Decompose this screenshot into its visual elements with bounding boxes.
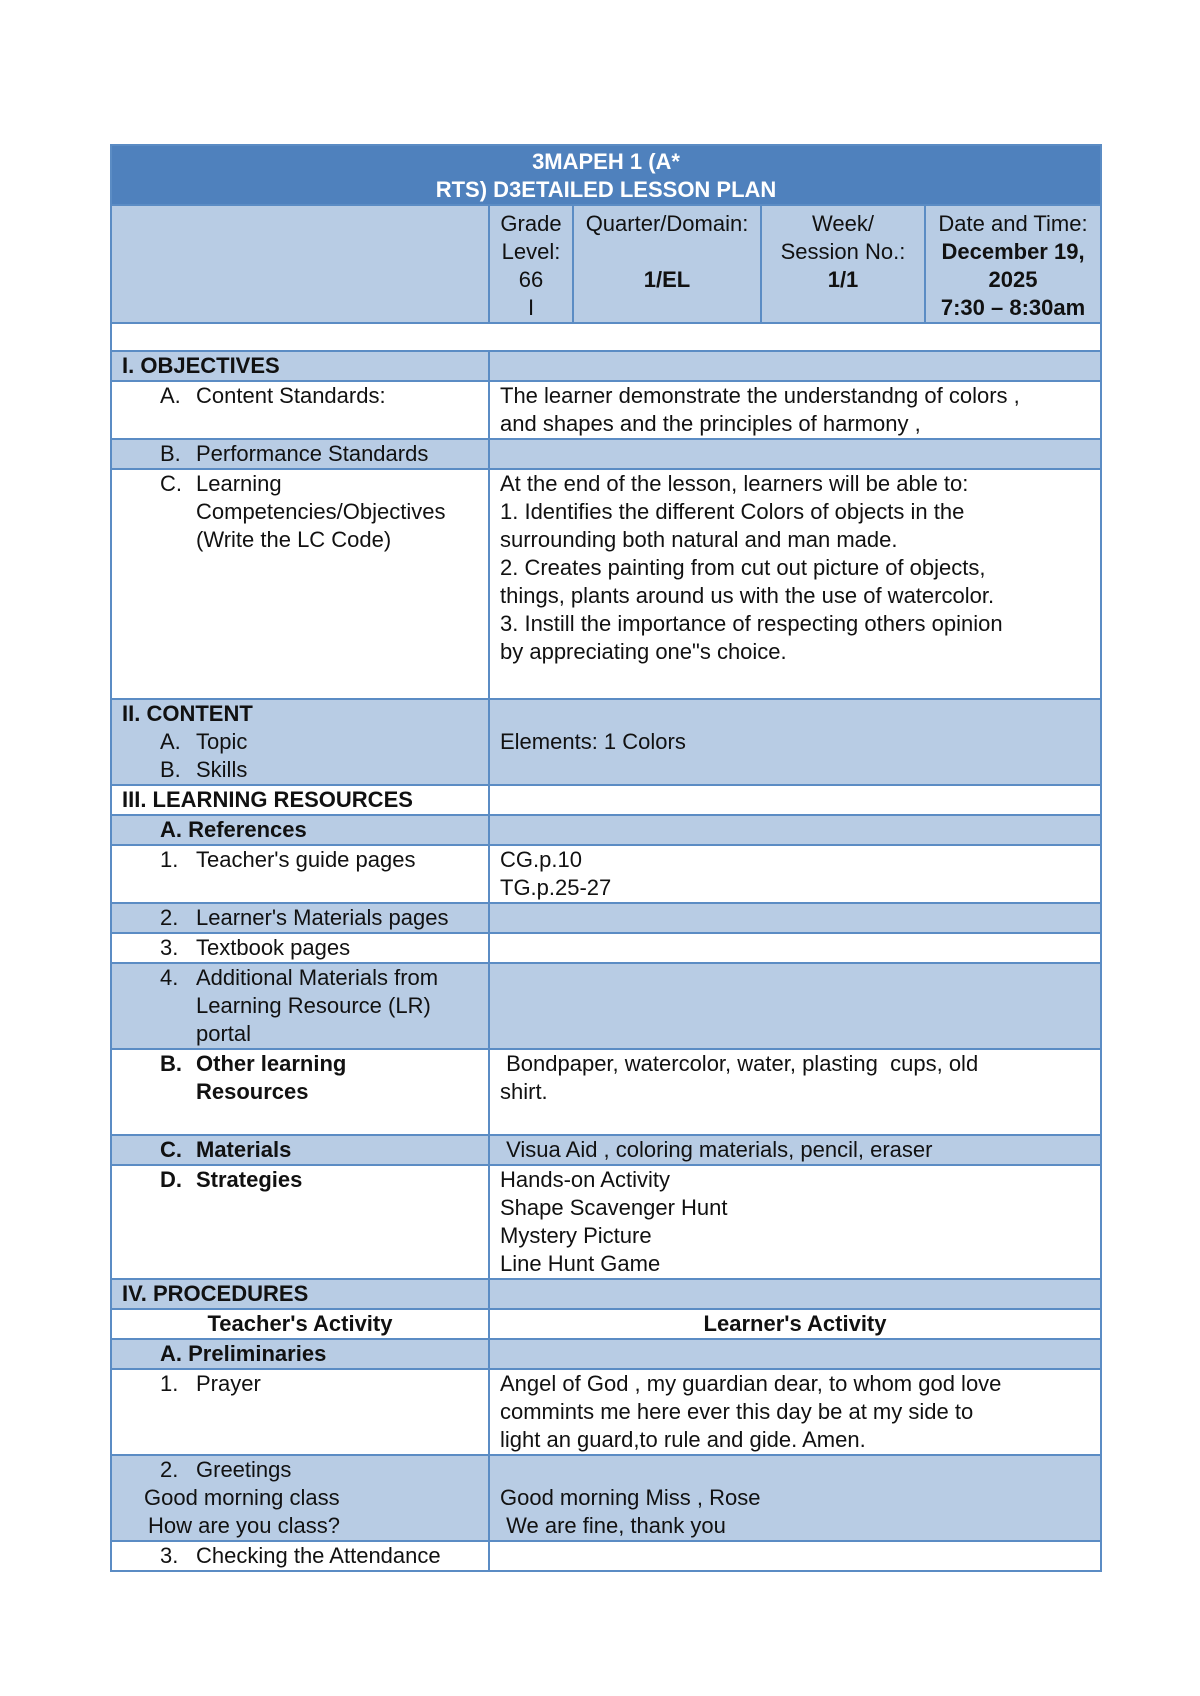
info-row bbox=[111, 205, 1101, 323]
prayer-num: 1. bbox=[160, 1371, 179, 1396]
week-value: 1/1 bbox=[827, 267, 859, 292]
additional-materials-row bbox=[111, 963, 1101, 1049]
references-heading: A. References bbox=[111, 815, 489, 845]
greetings-row bbox=[111, 1455, 1101, 1541]
grade-value-2: I bbox=[527, 295, 535, 320]
procedures-heading: IV. PROCEDURES bbox=[111, 1279, 489, 1309]
greetings-num: 2. bbox=[160, 1457, 179, 1482]
performance-standards-label: Performance Standards bbox=[196, 441, 429, 466]
content-standards-row bbox=[111, 381, 1101, 439]
lesson-plan-document bbox=[110, 144, 1100, 1572]
preliminaries-heading: A. Preliminaries bbox=[111, 1339, 489, 1369]
teachers-guide-value-2: TG.p.25-27 bbox=[500, 875, 612, 900]
additional-materials-label-1: Additional Materials from bbox=[196, 965, 439, 990]
objectives-heading-row bbox=[111, 351, 1101, 381]
skills-num: B. bbox=[160, 757, 181, 782]
strategy-item: Hands-on Activity bbox=[500, 1167, 670, 1192]
date-value-1: December 19, bbox=[941, 239, 1085, 264]
learning-competencies-label-1: Learning bbox=[196, 471, 282, 496]
strategy-item: Mystery Picture bbox=[500, 1223, 652, 1248]
title-row bbox=[111, 145, 1101, 205]
prayer-row bbox=[111, 1369, 1101, 1455]
greetings-teacher-2: How are you class? bbox=[148, 1513, 340, 1538]
prayer-line: Angel of God , my guardian dear, to whom god love bbox=[500, 1371, 1002, 1396]
content-heading: II. CONTENT bbox=[122, 701, 253, 726]
content-label-cell bbox=[111, 699, 489, 785]
content-standards-num: A. bbox=[160, 383, 181, 408]
content-standards-label-cell bbox=[111, 381, 489, 439]
attendance-num: 3. bbox=[160, 1543, 179, 1568]
resources-heading-row bbox=[111, 785, 1101, 815]
additional-materials-label-2: Learning Resource (LR) bbox=[196, 993, 431, 1018]
resources-heading: III. LEARNING RESOURCES bbox=[111, 785, 489, 815]
other-resources-value-1: Bondpaper, watercolor, water, plasting cups, old bbox=[500, 1051, 979, 1076]
teachers-guide-num: 1. bbox=[160, 847, 179, 872]
content-standards-value-1: The learner demonstrate the understandng of colors , bbox=[500, 383, 1020, 408]
objectives-heading: I. OBJECTIVES bbox=[111, 351, 489, 381]
learners-materials-num: 2. bbox=[160, 905, 179, 930]
other-resources-label-1: Other learning bbox=[196, 1051, 347, 1076]
greetings-label: Greetings bbox=[196, 1457, 292, 1482]
additional-materials-label-3: portal bbox=[196, 1021, 252, 1046]
content-row bbox=[111, 699, 1101, 785]
grade-level-cell bbox=[489, 205, 573, 323]
attendance-label: Checking the Attendance bbox=[196, 1543, 441, 1568]
textbook-pages-num: 3. bbox=[160, 935, 179, 960]
info-blank-cell bbox=[111, 205, 489, 323]
teachers-guide-row bbox=[111, 845, 1101, 903]
learning-competencies-row bbox=[111, 469, 1101, 699]
prayer-label: Prayer bbox=[196, 1371, 261, 1396]
title-line-1: 3MAPEH 1 (A* bbox=[532, 149, 680, 174]
materials-num: C. bbox=[160, 1137, 182, 1162]
document-title bbox=[111, 145, 1101, 205]
greetings-learner-1: Good morning Miss , Rose bbox=[500, 1485, 761, 1510]
other-resources-num: B. bbox=[160, 1051, 182, 1076]
performance-standards-row bbox=[111, 439, 1101, 469]
topic-num: A. bbox=[160, 729, 181, 754]
prayer-line: light an guard,to rule and gide. Amen. bbox=[500, 1427, 866, 1452]
learners-materials-row bbox=[111, 903, 1101, 933]
strategy-item: Line Hunt Game bbox=[500, 1251, 661, 1276]
competency-line: surrounding both natural and man made. bbox=[500, 527, 898, 552]
content-value-cell bbox=[489, 699, 1101, 785]
competency-line: At the end of the lesson, learners will be able to: bbox=[500, 471, 969, 496]
performance-standards-num: B. bbox=[160, 441, 181, 466]
date-label: Date and Time: bbox=[938, 211, 1088, 236]
activity-columns-row bbox=[111, 1309, 1101, 1339]
quarter-cell bbox=[573, 205, 761, 323]
textbook-pages-label: Textbook pages bbox=[196, 935, 351, 960]
strategy-item: Shape Scavenger Hunt bbox=[500, 1195, 728, 1220]
grade-value-1: 66 bbox=[518, 267, 544, 292]
greetings-teacher-1: Good morning class bbox=[144, 1485, 340, 1510]
competency-line: 3. Instill the importance of respecting others opinion bbox=[500, 611, 1003, 636]
topic-value: Elements: 1 Colors bbox=[500, 729, 686, 754]
week-label-2: Session No.: bbox=[780, 239, 906, 264]
strategies-num: D. bbox=[160, 1167, 182, 1192]
strategies-label: Strategies bbox=[196, 1167, 303, 1192]
quarter-label: Quarter/Domain: bbox=[585, 211, 749, 236]
attendance-row bbox=[111, 1541, 1101, 1571]
other-resources-label-2: Resources bbox=[196, 1079, 309, 1104]
other-resources-value-2: shirt. bbox=[500, 1079, 548, 1104]
spacer-row bbox=[111, 323, 1101, 351]
teachers-guide-value-1: CG.p.10 bbox=[500, 847, 582, 872]
learners-materials-label: Learner's Materials pages bbox=[196, 905, 449, 930]
learner-activity-header: Learner's Activity bbox=[489, 1309, 1101, 1339]
competency-line: 2. Creates painting from cut out picture of objects, bbox=[500, 555, 986, 580]
other-resources-row bbox=[111, 1049, 1101, 1135]
greetings-learner-2: We are fine, thank you bbox=[500, 1513, 726, 1538]
procedures-heading-row bbox=[111, 1279, 1101, 1309]
teacher-activity-header: Teacher's Activity bbox=[111, 1309, 489, 1339]
topic-label: Topic bbox=[196, 729, 248, 754]
teachers-guide-label: Teacher's guide pages bbox=[196, 847, 416, 872]
date-value-2: 2025 bbox=[988, 267, 1038, 292]
lesson-plan-table bbox=[110, 144, 1102, 1572]
references-heading-row bbox=[111, 815, 1101, 845]
learning-competencies-label-3: (Write the LC Code) bbox=[196, 527, 392, 552]
learning-competencies-label-2: Competencies/Objectives bbox=[196, 499, 446, 524]
materials-label: Materials bbox=[196, 1137, 292, 1162]
textbook-pages-row bbox=[111, 933, 1101, 963]
strategies-row bbox=[111, 1165, 1101, 1279]
competency-line: by appreciating one"s choice. bbox=[500, 639, 787, 664]
content-standards-label: Content Standards: bbox=[196, 383, 386, 408]
materials-value: Visua Aid , coloring materials, pencil, eraser bbox=[489, 1135, 1101, 1165]
title-line-2: RTS) D3ETAILED LESSON PLAN bbox=[435, 177, 777, 202]
additional-materials-num: 4. bbox=[160, 965, 179, 990]
preliminaries-row bbox=[111, 1339, 1101, 1369]
learning-competencies-value-cell bbox=[489, 469, 1101, 699]
week-label-1: Week/ bbox=[812, 211, 874, 236]
week-session-cell bbox=[761, 205, 925, 323]
learning-competencies-num: C. bbox=[160, 471, 182, 496]
learning-competencies-label-cell bbox=[111, 469, 489, 699]
skills-label: Skills bbox=[196, 757, 248, 782]
time-value: 7:30 – 8:30am bbox=[940, 295, 1086, 320]
competency-line: things, plants around us with the use of watercolor. bbox=[500, 583, 995, 608]
content-standards-value-cell bbox=[489, 381, 1101, 439]
performance-standards-label-cell bbox=[111, 439, 489, 469]
date-time-cell bbox=[925, 205, 1101, 323]
content-standards-value-2: and shapes and the principles of harmony , bbox=[500, 411, 921, 436]
competency-line: 1. Identifies the different Colors of objects in the bbox=[500, 499, 965, 524]
grade-label-1: Grade bbox=[500, 211, 562, 236]
grade-label-2: Level: bbox=[501, 239, 561, 264]
prayer-line: commints me here ever this day be at my side to bbox=[500, 1399, 974, 1424]
materials-row bbox=[111, 1135, 1101, 1165]
quarter-value: 1/EL bbox=[643, 267, 691, 292]
